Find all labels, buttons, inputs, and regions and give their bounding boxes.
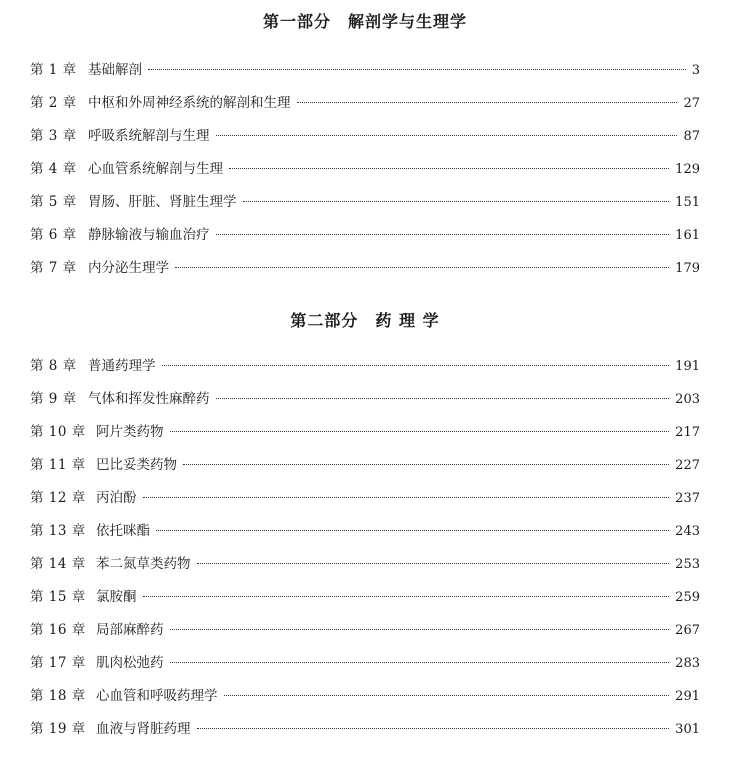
chapter-number: 第 12 章 xyxy=(30,490,86,506)
toc-entry[interactable] xyxy=(30,350,700,383)
dot-leader xyxy=(216,398,670,399)
dot-leader xyxy=(216,135,678,136)
dot-leader xyxy=(197,563,670,564)
toc-entry[interactable] xyxy=(30,449,700,482)
chapter-title: 阿片类药物 xyxy=(96,424,164,440)
dot-leader xyxy=(297,102,678,103)
part-1-chapter-list xyxy=(30,54,700,285)
toc-entry[interactable] xyxy=(30,219,700,252)
toc-entry[interactable] xyxy=(30,647,700,680)
chapter-title: 苯二氮草类药物 xyxy=(96,556,191,572)
dot-leader xyxy=(143,596,670,597)
dot-leader xyxy=(216,234,670,235)
chapter-number: 第 17 章 xyxy=(30,655,86,671)
dot-leader xyxy=(197,728,670,729)
part-2-chapter-list xyxy=(30,350,700,746)
dot-leader xyxy=(229,168,669,169)
page-number: 203 xyxy=(675,392,700,407)
chapter-title: 气体和挥发性麻醉药 xyxy=(88,391,210,407)
page-number: 301 xyxy=(675,722,700,737)
page-number: 283 xyxy=(675,656,700,671)
toc-entry[interactable] xyxy=(30,515,700,548)
chapter-title: 呼吸系统解剖与生理 xyxy=(88,128,210,144)
dot-leader xyxy=(183,464,669,465)
dot-leader xyxy=(175,267,669,268)
chapter-number: 第 11 章 xyxy=(30,457,86,473)
chapter-title: 依托咪酯 xyxy=(96,523,150,539)
chapter-title: 局部麻醉药 xyxy=(96,622,164,638)
chapter-number: 第 4 章 xyxy=(30,161,77,177)
chapter-title: 丙泊酚 xyxy=(96,490,137,506)
page-number: 217 xyxy=(675,425,700,440)
chapter-title: 中枢和外周神经系统的解剖和生理 xyxy=(88,95,291,111)
chapter-title: 心血管和呼吸药理学 xyxy=(96,688,218,704)
chapter-number: 第 3 章 xyxy=(30,128,77,144)
toc-entry[interactable] xyxy=(30,548,700,581)
chapter-number: 第 18 章 xyxy=(30,688,86,704)
chapter-number: 第 10 章 xyxy=(30,424,86,440)
part-1-title: 第一部分 解剖学与生理学 xyxy=(262,12,467,31)
chapter-number: 第 6 章 xyxy=(30,227,77,243)
page-number: 27 xyxy=(683,96,700,111)
chapter-title: 心血管系统解剖与生理 xyxy=(88,161,223,177)
toc-entry[interactable] xyxy=(30,153,700,186)
toc-entry[interactable] xyxy=(30,87,700,120)
chapter-number: 第 1 章 xyxy=(30,62,77,78)
toc-entry[interactable] xyxy=(30,186,700,219)
page-number: 243 xyxy=(675,524,700,539)
toc-entry[interactable] xyxy=(30,614,700,647)
chapter-title: 血液与肾脏药理 xyxy=(96,721,191,737)
page-number: 179 xyxy=(675,261,700,276)
chapter-title: 基础解剖 xyxy=(88,62,142,78)
dot-leader xyxy=(148,69,686,70)
dot-leader xyxy=(170,662,670,663)
page-number: 259 xyxy=(675,590,700,605)
chapter-number: 第 13 章 xyxy=(30,523,86,539)
page-number: 227 xyxy=(675,458,700,473)
page-number: 87 xyxy=(683,129,700,144)
toc-entry[interactable] xyxy=(30,54,700,87)
page-number: 3 xyxy=(691,63,700,78)
part-2-title: 第二部分 药 理 学 xyxy=(290,311,440,330)
toc-entry[interactable] xyxy=(30,482,700,515)
dot-leader xyxy=(224,695,670,696)
toc-entry[interactable] xyxy=(30,252,700,285)
chapter-number: 第 2 章 xyxy=(30,95,77,111)
page-number: 129 xyxy=(675,162,700,177)
dot-leader xyxy=(143,497,670,498)
dot-leader xyxy=(162,365,670,366)
dot-leader xyxy=(156,530,669,531)
page-number: 267 xyxy=(675,623,700,638)
toc-entry[interactable] xyxy=(30,713,700,746)
chapter-title: 胃肠、肝脏、肾脏生理学 xyxy=(88,194,237,210)
chapter-number: 第 16 章 xyxy=(30,622,86,638)
chapter-number: 第 9 章 xyxy=(30,391,77,407)
chapter-title: 静脉输液与输血治疗 xyxy=(88,227,210,243)
toc-entry[interactable] xyxy=(30,680,700,713)
toc-entry[interactable] xyxy=(30,383,700,416)
dot-leader xyxy=(243,201,670,202)
toc-entry[interactable] xyxy=(30,581,700,614)
chapter-number: 第 7 章 xyxy=(30,260,77,276)
page-number: 291 xyxy=(675,689,700,704)
chapter-number: 第 19 章 xyxy=(30,721,86,737)
page-number: 191 xyxy=(675,359,700,374)
chapter-number: 第 5 章 xyxy=(30,194,77,210)
chapter-number: 第 14 章 xyxy=(30,556,86,572)
chapter-title: 氯胺酮 xyxy=(96,589,137,605)
page-number: 237 xyxy=(675,491,700,506)
dot-leader xyxy=(170,431,670,432)
page-number: 151 xyxy=(675,195,700,210)
chapter-title: 内分泌生理学 xyxy=(88,260,169,276)
chapter-number: 第 8 章 xyxy=(30,358,77,374)
page-number: 253 xyxy=(675,557,700,572)
chapter-title: 普通药理学 xyxy=(88,358,156,374)
chapter-title: 肌肉松弛药 xyxy=(96,655,164,671)
toc-entry[interactable] xyxy=(30,416,700,449)
chapter-number: 第 15 章 xyxy=(30,589,86,605)
toc-entry[interactable] xyxy=(30,120,700,153)
chapter-title: 巴比妥类药物 xyxy=(96,457,177,473)
page-number: 161 xyxy=(675,228,700,243)
dot-leader xyxy=(170,629,670,630)
